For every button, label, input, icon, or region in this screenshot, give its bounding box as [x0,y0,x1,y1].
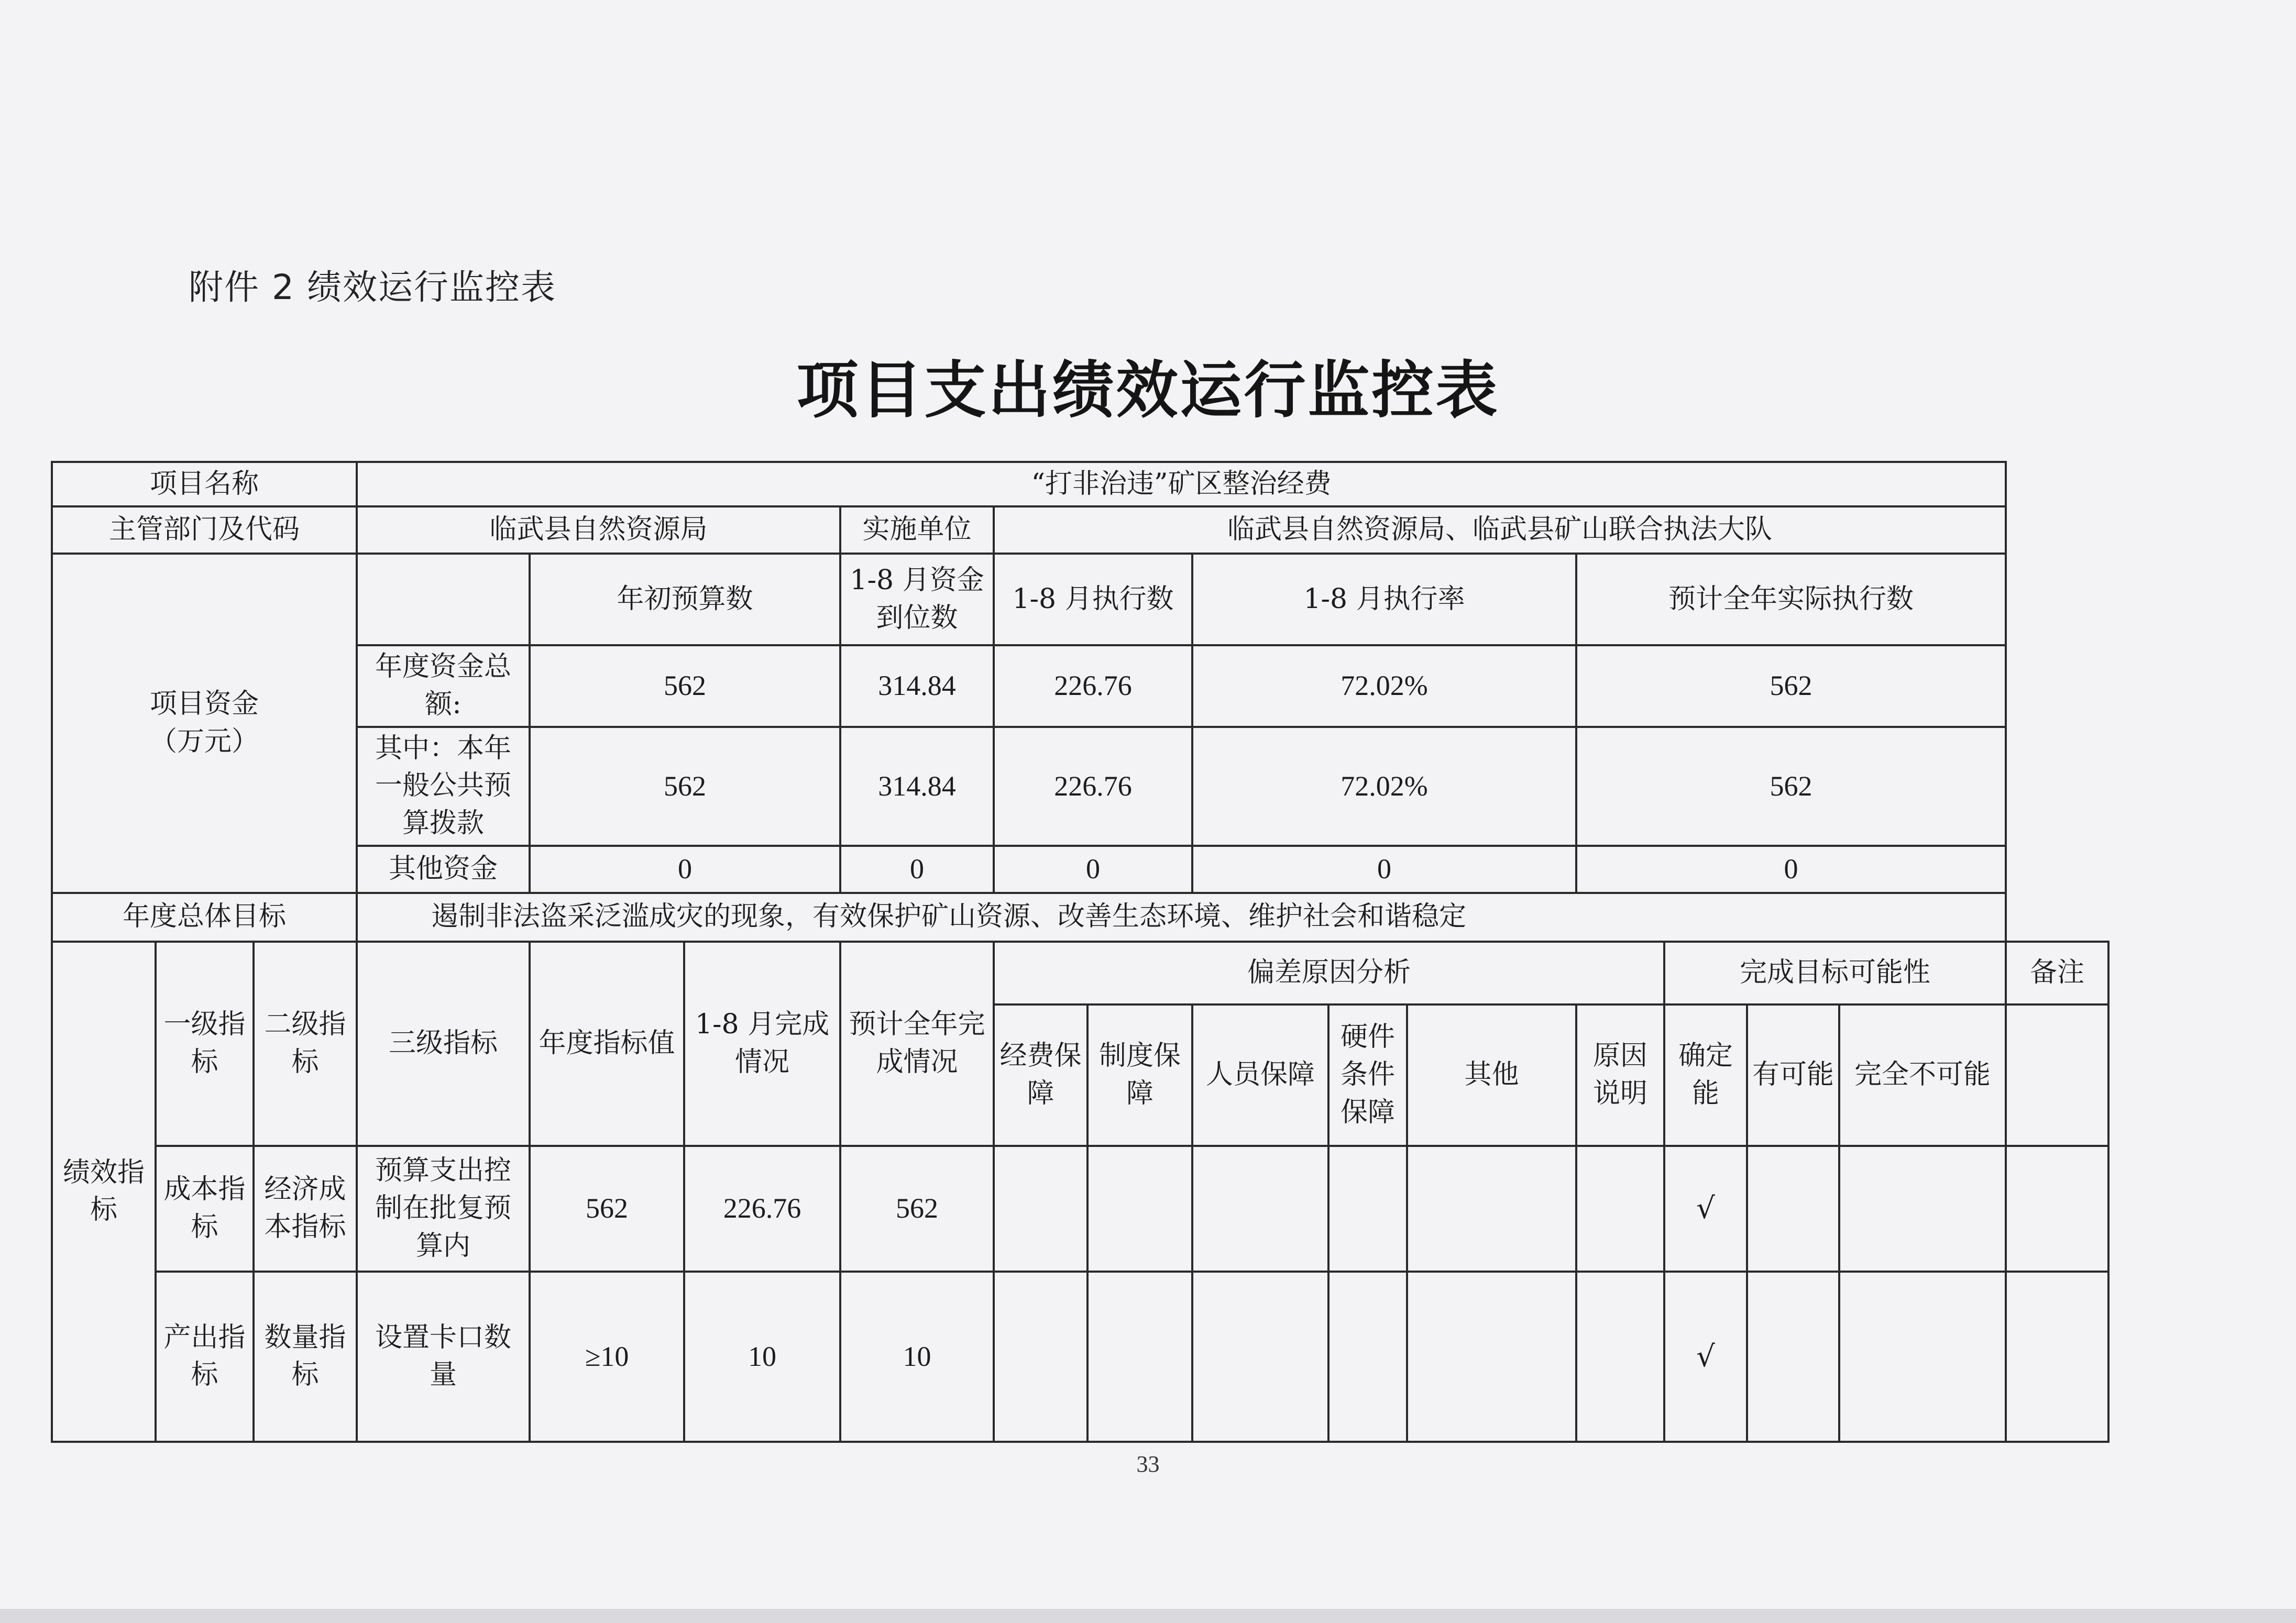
funds-cell: 72.02% [1192,727,1576,846]
impl-unit-label: 实施单位 [840,506,994,554]
row-dev-cell [1087,1146,1192,1272]
row-level2: 经济成本指标 [254,1146,357,1272]
row-dev-cell [994,1146,1087,1272]
row-dev-cell [1192,1272,1328,1442]
monitoring-table [51,461,2110,1443]
funds-cell: 0 [1192,846,1576,893]
funds-header-arrived: 1-8 月资金到位数 [840,554,994,645]
funds-cell: 72.02% [1192,645,1576,727]
row-dev-cell [1192,1146,1328,1272]
row-dev-cell [1087,1272,1192,1442]
header-dev-staff: 人员保障 [1192,1004,1328,1146]
row-done: 226.76 [684,1146,840,1272]
dept-value: 临武县自然资源局 [357,506,840,554]
row-dev-cell [1407,1272,1576,1442]
header-level3: 三级指标 [357,942,530,1146]
row-level2: 数量指标 [254,1272,357,1442]
header-annual-value: 年度指标值 [530,942,684,1146]
row-level3: 预算支出控制在批复预算内 [357,1146,530,1272]
header-possibility: 完成目标可能性 [1664,942,2006,1004]
row-level1: 成本指标 [156,1146,254,1272]
header-poss-possible: 有可能 [1747,1004,1839,1146]
header-dev-funding: 经费保障 [994,1004,1087,1146]
funds-row-label: 其中：本年一般公共预算拨款 [357,727,530,846]
annual-goal-value: 遏制非法盗采泛滥成灾的现象，有效保护矿山资源、改善生态环境、维护社会和谐稳定 [357,893,2006,942]
funds-header-initial-budget: 年初预算数 [530,554,840,645]
performance-label: 绩效指标 [52,942,156,1442]
impl-unit-value: 临武县自然资源局、临武县矿山联合执法大队 [994,506,2006,554]
funds-header-executed: 1-8 月执行数 [994,554,1192,645]
row-poss-cell [1839,1272,2006,1442]
header-remark: 备注 [2006,942,2108,1004]
row-dev-cell [1328,1146,1407,1272]
funds-cell: 226.76 [994,645,1192,727]
header-dev-system: 制度保障 [1087,1004,1192,1146]
row-dev-cell [1328,1272,1407,1442]
row-annual-value: 562 [530,1146,684,1272]
header-poss-impossible: 完全不可能 [1839,1004,2006,1146]
header-dev-reason: 原因说明 [1576,1004,1664,1146]
annex-label: 附件 2 绩效运行监控表 [189,267,556,307]
row-dev-cell [994,1272,1087,1442]
remark-empty [2006,1004,2108,1146]
row-forecast: 10 [840,1272,994,1442]
funds-cell: 0 [1576,846,2006,893]
row-poss-cell [1747,1146,1839,1272]
funds-cell: 226.76 [994,727,1192,846]
funds-header-forecast: 预计全年实际执行数 [1576,554,2006,645]
row-poss-cell [1839,1146,2006,1272]
project-name-label: 项目名称 [52,462,357,506]
page-number: 33 [1136,1451,1160,1477]
header-dev-hardware: 硬件条件保障 [1328,1004,1407,1146]
header-level2: 二级指标 [254,942,357,1146]
row-dev-cell [1576,1272,1664,1442]
row-check-mark: √ [1664,1272,1747,1442]
header-deviation: 偏差原因分析 [994,942,1664,1004]
header-forecast: 预计全年完成情况 [840,942,994,1146]
row-dev-cell [1576,1146,1664,1272]
row-level3: 设置卡口数量 [357,1272,530,1442]
funds-row-label: 年度资金总额: [357,645,530,727]
funds-cell: 562 [530,727,840,846]
page-title: 项目支出绩效运行监控表 [796,354,1500,426]
funds-cell: 0 [840,846,994,893]
row-annual-value: ≥10 [530,1272,684,1442]
row-forecast: 562 [840,1146,994,1272]
header-poss-certain: 确定能 [1664,1004,1747,1146]
funds-cell: 0 [994,846,1192,893]
row-poss-cell [1747,1272,1839,1442]
row-check-mark: √ [1664,1146,1747,1272]
funds-header-empty [357,554,530,645]
funds-cell: 562 [1576,645,2006,727]
dept-label: 主管部门及代码 [52,506,357,554]
row-remark-cell [2006,1146,2108,1272]
header-dev-other: 其他 [1407,1004,1576,1146]
row-level1: 产出指标 [156,1272,254,1442]
row-remark-cell [2006,1272,2108,1442]
project-name-value: “打非治违”矿区整治经费 [357,462,2006,506]
funds-row-label: 其他资金 [357,846,530,893]
header-done-1-8: 1-8 月完成情况 [684,942,840,1146]
funds-header-rate: 1-8 月执行率 [1192,554,1576,645]
header-level1: 一级指标 [156,942,254,1146]
row-done: 10 [684,1272,840,1442]
funds-cell: 562 [530,645,840,727]
annual-goal-label: 年度总体目标 [52,893,357,942]
scan-bottom-edge [0,1609,2296,1623]
funds-cell: 314.84 [840,727,994,846]
funds-cell: 562 [1576,727,2006,846]
funds-label: 项目资金 （万元） [52,554,357,893]
funds-cell: 0 [530,846,840,893]
funds-cell: 314.84 [840,645,994,727]
row-dev-cell [1407,1146,1576,1272]
